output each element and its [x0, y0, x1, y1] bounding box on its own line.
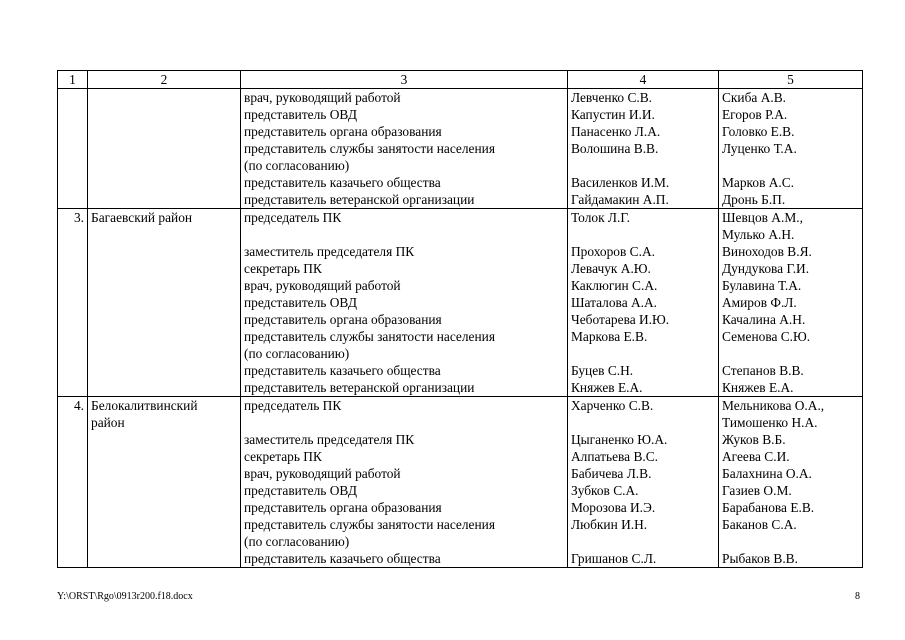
reserve-member-name: Рыбаков В.В.: [722, 551, 798, 566]
commission-role: представитель органа образования: [244, 312, 442, 327]
member-name-cell: [568, 89, 719, 209]
commission-role: представитель ОВД: [244, 295, 357, 310]
commission-role: председатель ПК: [244, 398, 342, 413]
commission-role: заместитель председателя ПК: [244, 432, 415, 447]
commission-role-cell: [241, 397, 568, 568]
member-name: Левачук А.Ю.: [571, 261, 651, 276]
member-name: Левченко С.В.: [571, 90, 653, 105]
commission-role: [244, 414, 564, 431]
member-name: [571, 157, 715, 174]
row-number: 3.: [58, 209, 88, 397]
district-name-cell: [88, 397, 241, 568]
reserve-member-name: Мельникова О.А.,: [722, 398, 825, 413]
commission-role: (по согласованию): [244, 534, 350, 549]
reserve-member-name: Булавина Т.А.: [722, 278, 802, 293]
reserve-member-name: [722, 345, 859, 362]
member-name: Маркова Е.В.: [571, 329, 648, 344]
commission-role: врач, руководящий работой: [244, 90, 401, 105]
reserve-member-name: Луценко Т.А.: [722, 141, 797, 156]
member-name: Морозова И.Э.: [571, 500, 656, 515]
commission-role: заместитель председателя ПК: [244, 244, 415, 259]
member-name: Панасенко Л.А.: [571, 124, 661, 139]
commission-role: врач, руководящий работой: [244, 466, 401, 481]
reserve-member-name: Марков А.С.: [722, 175, 795, 190]
header-row: [58, 71, 863, 89]
commission-table: [57, 70, 863, 568]
member-name: [571, 533, 715, 550]
reserve-member-name: Семенова С.Ю.: [722, 329, 811, 344]
reserve-member-name: Балахнина О.А.: [722, 466, 812, 481]
commission-role: [244, 226, 564, 243]
member-name: Гришанов С.Л.: [571, 551, 657, 566]
reserve-member-name-cell: [719, 397, 863, 568]
member-name: Буцев С.Н.: [571, 363, 634, 378]
member-name: [571, 414, 715, 431]
reserve-member-name: Степанов В.В.: [722, 363, 804, 378]
reserve-member-name: Жуков В.Б.: [722, 432, 786, 447]
member-name: Алпатьева В.С.: [571, 449, 659, 464]
member-name: [571, 226, 715, 243]
reserve-member-name: Егоров Р.А.: [722, 107, 788, 122]
reserve-member-name-cell: [719, 89, 863, 209]
member-name: Чеботарева И.Ю.: [571, 312, 670, 327]
member-name: Княжев Е.А.: [571, 380, 643, 395]
reserve-member-name: Качалина А.Н.: [722, 312, 806, 327]
reserve-member-name: Агеева С.И.: [722, 449, 790, 464]
reserve-member-name: Газиев О.М.: [722, 483, 792, 498]
commission-role: председатель ПК: [244, 210, 342, 225]
commission-role: представитель органа образования: [244, 500, 442, 515]
reserve-member-name: Княжев Е.А.: [722, 380, 794, 395]
member-name: Зубков С.А.: [571, 483, 639, 498]
member-name: Волошина В.В.: [571, 141, 659, 156]
member-name: Цыганенко Ю.А.: [571, 432, 668, 447]
reserve-member-name: Виноходов В.Я.: [722, 244, 812, 259]
commission-role: представитель казачьего общества: [244, 175, 441, 190]
reserve-member-name: Скиба А.В.: [722, 90, 787, 105]
commission-role: секретарь ПК: [244, 449, 322, 464]
column-header: 2: [88, 71, 241, 89]
column-header: 3: [241, 71, 568, 89]
district-name-cell: [88, 89, 241, 209]
commission-role: представитель ОВД: [244, 483, 357, 498]
district-name: Белокалитвинский: [91, 398, 198, 413]
member-name-cell: [568, 209, 719, 397]
column-header: 1: [58, 71, 88, 89]
commission-role: представитель службы занятости населения: [244, 141, 495, 156]
member-name: Шаталова А.А.: [571, 295, 658, 310]
reserve-member-name: [722, 533, 859, 550]
page-number: 8: [855, 591, 860, 602]
table-row: [58, 209, 863, 397]
member-name: Капустин И.И.: [571, 107, 655, 122]
commission-role: врач, руководящий работой: [244, 278, 401, 293]
commission-role: представитель казачьего общества: [244, 363, 441, 378]
commission-role-cell: [241, 89, 568, 209]
commission-role: представитель органа образования: [244, 124, 442, 139]
reserve-member-name: Амиров Ф.Л.: [722, 295, 797, 310]
reserve-member-name: Тимошенко Н.А.: [722, 415, 818, 430]
commission-role: представитель ветеранской организации: [244, 192, 475, 207]
commission-role: (по согласованию): [244, 346, 350, 361]
district-name-cell: [88, 209, 241, 397]
reserve-member-name: Дронь Б.П.: [722, 192, 786, 207]
member-name: Каклюгин С.А.: [571, 278, 658, 293]
reserve-member-name: Головко Е.В.: [722, 124, 795, 139]
member-name: Любкин И.Н.: [571, 517, 648, 532]
commission-role: представитель казачьего общества: [244, 551, 441, 566]
column-header: 5: [719, 71, 863, 89]
reserve-member-name: Барабанова Е.В.: [722, 500, 815, 515]
column-header: 4: [568, 71, 719, 89]
district-name: Багаевский район: [91, 210, 193, 225]
member-name: Толок Л.Г.: [571, 210, 630, 225]
district-name: район: [91, 415, 125, 430]
commission-role-cell: [241, 209, 568, 397]
commission-role: секретарь ПК: [244, 261, 322, 276]
reserve-member-name: Дундукова Г.И.: [722, 261, 810, 276]
member-name-cell: [568, 397, 719, 568]
commission-role: представитель службы занятости населения: [244, 517, 495, 532]
reserve-member-name: Мулько А.Н.: [722, 227, 795, 242]
member-name: [571, 345, 715, 362]
footer-file-path: Y:\ORST\Rgo\0913r200.f18.docx: [57, 591, 193, 602]
member-name: Прохоров С.А.: [571, 244, 655, 259]
commission-role: (по согласованию): [244, 158, 350, 173]
member-name: Василенков И.М.: [571, 175, 670, 190]
commission-role: представитель ОВД: [244, 107, 357, 122]
row-number: 4.: [58, 397, 88, 568]
reserve-member-name-cell: [719, 209, 863, 397]
reserve-member-name: [722, 157, 859, 174]
member-name: Гайдамакин А.П.: [571, 192, 669, 207]
table-row: [58, 397, 863, 568]
row-number: [58, 89, 88, 209]
member-name: Харченко С.В.: [571, 398, 654, 413]
reserve-member-name: Шевцов А.М.,: [722, 210, 803, 225]
member-name: Бабичева Л.В.: [571, 466, 652, 481]
reserve-member-name: Баканов С.А.: [722, 517, 797, 532]
commission-role: представитель ветеранской организации: [244, 380, 475, 395]
commission-role: представитель службы занятости населения: [244, 329, 495, 344]
table-row: [58, 89, 863, 209]
